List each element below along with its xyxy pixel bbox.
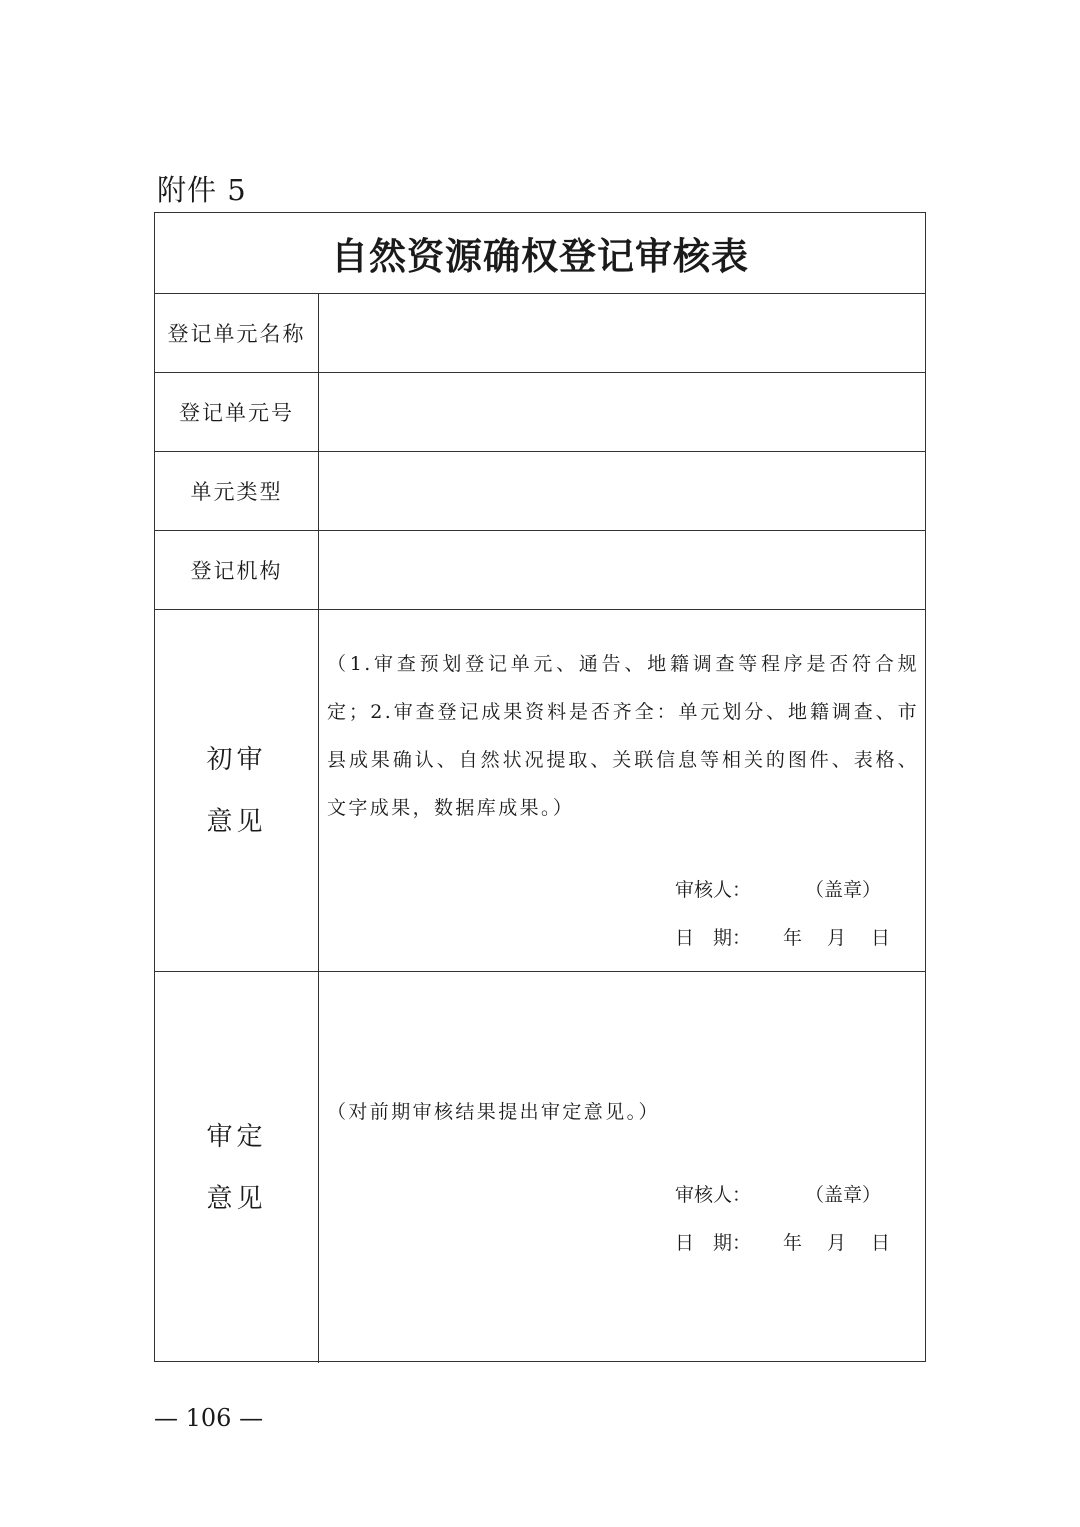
final-seal-label: （盖章） <box>805 1184 882 1206</box>
registration-agency-label: 登记机构 <box>155 531 319 609</box>
final-review-label-line1: 审定 <box>206 1121 267 1152</box>
final-review-label <box>155 972 319 1363</box>
attachment-label: 附件 5 <box>157 173 247 207</box>
final-review-row <box>155 971 925 1363</box>
final-review-field[interactable] <box>319 972 925 1363</box>
initial-review-field[interactable] <box>319 610 925 971</box>
initial-month-label: 月 <box>827 927 847 949</box>
form-title-row <box>155 213 925 293</box>
initial-reviewer-label: 审核人： <box>675 879 752 901</box>
initial-date-label: 日 期： <box>675 927 752 949</box>
final-day-label: 日 <box>871 1232 891 1254</box>
form-row-unit-name <box>155 293 925 372</box>
initial-review-row <box>155 609 925 971</box>
initial-review-instruction: （1.审查预划登记单元、通告、地籍调查等程序是否符合规定；2.审查登记成果资料是否齐全：单元划分、地籍调查、市县成果确认、自然状况提取、关联信息等相关的图件、表格、文字成果，数据库成果。） <box>327 653 919 819</box>
page-number: — 106 — <box>154 1404 264 1432</box>
final-review-date-line <box>675 1228 891 1408</box>
form-title: 自然资源确权登记审核表 <box>331 234 749 278</box>
final-date-label: 日 期： <box>675 1232 752 1254</box>
initial-year-label: 年 <box>783 927 803 949</box>
initial-review-label <box>155 610 319 971</box>
unit-number-field[interactable] <box>319 373 925 451</box>
unit-type-field[interactable] <box>319 452 925 530</box>
unit-name-field[interactable] <box>319 294 925 372</box>
initial-seal-label: （盖章） <box>805 879 882 901</box>
review-form-table <box>154 212 926 1362</box>
unit-type-label: 单元类型 <box>155 452 319 530</box>
form-row-registration-agency <box>155 530 925 609</box>
initial-day-label: 日 <box>871 927 891 949</box>
final-review-instruction: （对前期审核结果提出审定意见。） <box>327 1101 660 1123</box>
form-row-unit-number <box>155 372 925 451</box>
registration-agency-field[interactable] <box>319 531 925 609</box>
final-review-label-line2: 意见 <box>206 1183 267 1214</box>
final-reviewer-label: 审核人： <box>675 1184 752 1206</box>
unit-name-label: 登记单元名称 <box>155 294 319 372</box>
final-year-label: 年 <box>783 1232 803 1254</box>
unit-number-label: 登记单元号 <box>155 373 319 451</box>
initial-review-label-line1: 初审 <box>206 744 267 775</box>
form-row-unit-type <box>155 451 925 530</box>
final-month-label: 月 <box>827 1232 847 1254</box>
initial-review-label-line2: 意见 <box>206 806 267 837</box>
